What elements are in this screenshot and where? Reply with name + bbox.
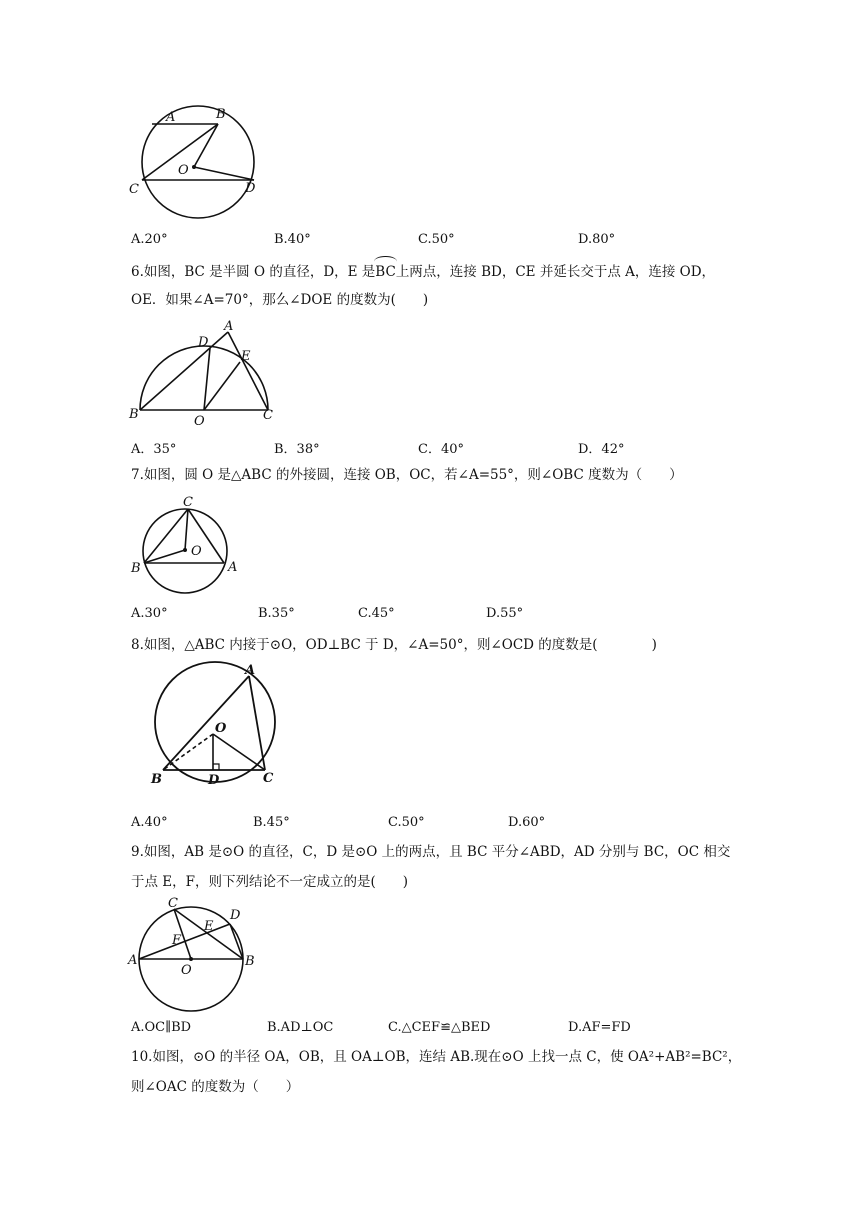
q7-label-o: O: [191, 544, 202, 559]
q6-figure: [128, 318, 278, 430]
q9-option-d: D.AF=FD: [568, 1020, 631, 1035]
q9-label-f: F: [172, 933, 182, 948]
q7-option-a: A.30°: [131, 606, 168, 621]
q7-label-b: B: [131, 561, 141, 576]
q6-stem-line1: [131, 258, 715, 282]
q8-label-a: A: [245, 663, 256, 678]
q9-stem-line2: 于点 E，F，则下列结论不一定成立的是( ): [131, 874, 409, 890]
q9-option-c: C.△CEF≌△BED: [388, 1020, 491, 1035]
q7-label-a: A: [228, 560, 238, 575]
q6-label-o: O: [194, 414, 205, 429]
q5-label-a: A: [166, 110, 176, 125]
q9-label-b: B: [245, 954, 255, 969]
q9-option-b: B.AD⊥OC: [267, 1020, 334, 1035]
q9-label-e: E: [204, 919, 214, 934]
q5-figure: [128, 100, 268, 225]
q8-option-a: A.40°: [131, 815, 168, 830]
q7-option-b: B.35°: [258, 606, 295, 621]
q7-stem-line1: 7.如图，圆 O 是△ABC 的外接圆，连接 OB，OC，若∠A=55°，则∠OBC 度数为（ ）: [131, 467, 683, 483]
q8-label-d: D: [208, 773, 220, 788]
q8-label-o: O: [215, 721, 227, 736]
q8-option-b: B.45°: [253, 815, 290, 830]
q6-option-c: C．40°: [418, 442, 464, 457]
q6-label-c: C: [263, 408, 273, 423]
q9-label-d: D: [230, 908, 241, 923]
q10-stem-line1: 10.如图，⊙O 的半径 OA，OB，且 OA⊥OB，连结 AB.现在⊙O 上找一点 C，使 OA²+AB²=BC²，: [131, 1049, 742, 1065]
q5-label-c: C: [129, 182, 139, 197]
q9-label-c: C: [168, 896, 178, 911]
q8-figure: [145, 660, 290, 790]
q8-stem-line1: 8.如图，△ABC 内接于⊙O，OD⊥BC 于 D，∠A=50°，则∠OCD 的度数是( ): [131, 637, 657, 653]
q7-option-d: D.55°: [486, 606, 524, 621]
q6-label-e: E: [241, 349, 251, 364]
q5-option-b: B.40°: [274, 232, 311, 247]
q7-option-c: C.45°: [358, 606, 395, 621]
q6-option-b: B．38°: [274, 442, 320, 457]
q5-option-d: D.80°: [578, 232, 616, 247]
q5-option-a: A.20°: [131, 232, 168, 247]
q9-stem-line1: 9.如图，AB 是⊙O 的直径，C，D 是⊙O 上的两点，且 BC 平分∠ABD，AD 分别与 BC，OC 相交: [131, 844, 731, 860]
q6-stem-line2: OE．如果∠A=70°，那么∠DOE 的度数为( ): [131, 292, 429, 308]
q6-label-a: A: [224, 319, 234, 334]
q6-label-b: B: [129, 407, 139, 422]
q6-stem-suffix: 上两点，连接 BD，CE 并延长交于点 A，连接 OD，: [395, 264, 716, 280]
q5-option-c: C.50°: [418, 232, 455, 247]
q9-option-a: A.OC∥BD: [131, 1020, 192, 1035]
q6-option-a: A．35°: [131, 442, 177, 457]
q7-figure: [128, 494, 243, 604]
q7-label-c: C: [183, 495, 193, 510]
q6-stem-prefix: 6.如图，BC 是半圆 O 的直径，D，E 是: [131, 264, 376, 280]
q10-stem-line2: 则∠OAC 的度数为（ ）: [131, 1079, 300, 1095]
q6-option-d: D．42°: [578, 442, 625, 457]
q8-label-c: C: [263, 771, 274, 786]
q8-option-d: D.60°: [508, 815, 546, 830]
q8-option-c: C.50°: [388, 815, 425, 830]
q5-label-b: B: [216, 107, 226, 122]
q6-arc-bc: BC: [375, 258, 396, 282]
q9-label-a: A: [128, 953, 138, 968]
q5-label-d: D: [245, 181, 256, 196]
q5-label-o: O: [178, 163, 189, 178]
q9-label-o: O: [181, 963, 192, 978]
q9-figure: [126, 893, 266, 1015]
q8-label-b: B: [151, 772, 162, 787]
q6-label-d: D: [198, 335, 209, 350]
